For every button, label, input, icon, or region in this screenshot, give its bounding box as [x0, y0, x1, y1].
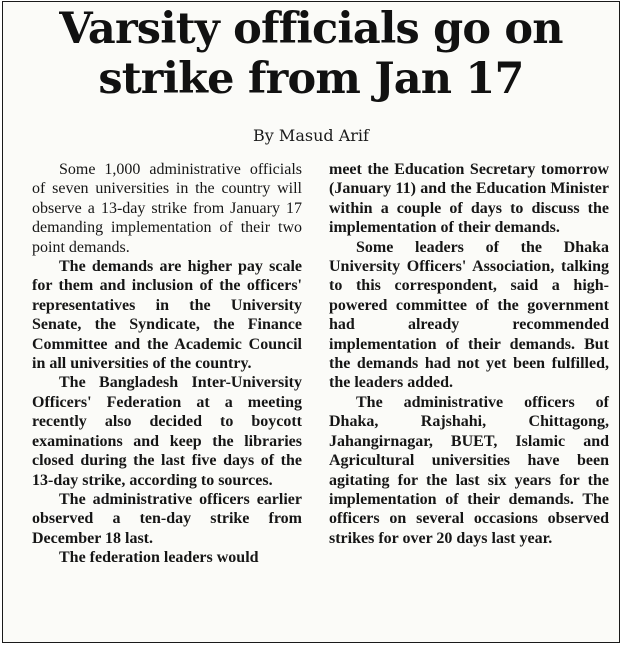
headline-line-1: Varsity officials go on [59, 4, 563, 54]
headline [3, 4, 619, 104]
paragraph-intro: Some 1,000 administrative officials of seven universities in the country will observe a 13-day strike from January 17 demanding implementation of their two point demands. [32, 161, 302, 256]
paragraph-leaders-would: The federation leaders would [59, 549, 259, 567]
right-column [329, 160, 609, 548]
paragraph-meet-secretary: meet the Education Secretary tomorrow (January 11) and the Education Minister within a couple of days to discuss the implementation of their demands. [329, 161, 609, 237]
headline-line-2: strike from Jan 17 [98, 54, 524, 104]
left-column [32, 160, 302, 568]
newspaper-clipping [2, 1, 620, 643]
paragraph-federation: The Bangladesh Inter-University Officers' Federation at a meeting recently also decided to boycott examinations and keep the libraries closed during the last five days of the 13-day strike, according to sources. [32, 374, 302, 489]
paragraph-demands: The demands are higher pay scale for them and inclusion of the officers' representatives in the University Senate, the Syndicate, the Finance Committee and the Academic Council in all universities of the country. [32, 258, 302, 373]
paragraph-agitating: The administrative officers of Dhaka, Rajshahi, Chittagong, Jahangirnagar, BUET, Islamic and Agricultural universities have been agitating for the last six years for the implementation of their demands. The officers on several occasions observed strikes for over 20 days last year. [329, 393, 609, 547]
paragraph-earlier-strike: The administrative officers earlier observed a ten-day strike from December 18 last. [32, 490, 302, 547]
byline: By Masud Arif [253, 126, 369, 145]
paragraph-association: Some leaders of the Dhaka University Officers' Association, talking to this correspondent, said a high-powered committee of the government had already recommended implementation of their demands. But the demands had not yet been fulfilled, the leaders added. [329, 238, 609, 392]
